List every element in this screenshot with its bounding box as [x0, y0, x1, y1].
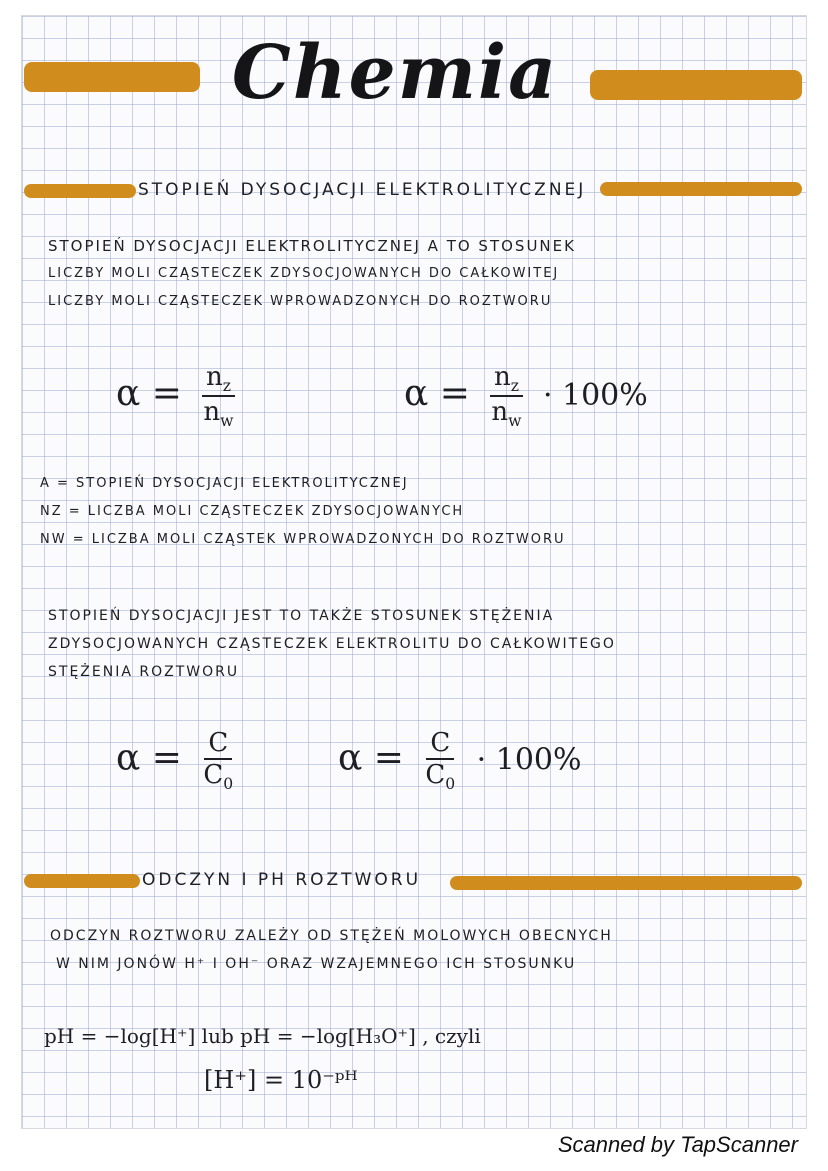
formula-concentration-percent-den-sub: 0: [445, 775, 456, 794]
formula-concentration-percent-lhs: α =: [338, 737, 404, 779]
formula-concentration-den: C: [203, 760, 224, 790]
formula-concentration-lhs: α =: [116, 737, 182, 779]
section2-highlight-left: [24, 874, 140, 888]
section2-heading: ODCZYN I PH ROZTWORU: [142, 870, 422, 890]
ph-formula-line-2: [H⁺] = 10⁻ᵖᴴ: [204, 1066, 358, 1094]
formula-alpha-percent-num: n: [493, 362, 511, 392]
section2-highlight-right: [450, 876, 802, 890]
formula-concentration-percent-den: C: [425, 760, 446, 790]
title-highlight-left: [24, 62, 200, 92]
formula-alpha-num-sub: z: [222, 377, 231, 396]
section1-heading: STOPIEŃ DYSOCJACJI ELEKTROLITYCZNEJ: [138, 180, 587, 200]
formula-alpha-percent-num-sub: z: [510, 377, 519, 396]
formula-alpha-num: n: [205, 362, 223, 392]
formula-concentration-percent-suffix: · 100%: [476, 742, 582, 778]
formula-alpha-lhs: α =: [116, 373, 182, 415]
section1-highlight-right: [600, 182, 802, 196]
formula-alpha-den-sub: w: [220, 412, 234, 431]
formula-concentration-percent: [338, 728, 582, 793]
scanner-watermark: Scanned by TapScanner: [557, 1132, 798, 1157]
section1-paragraph-line-3: LICZBY MOLI CZĄSTECZEK WPROWADZONYCH DO ROZTWORU: [48, 294, 553, 309]
section1-paragraph-line-1: STOPIEŃ DYSOCJACJI ELEKTROLITYCZNEJ Α TO STOSUNEK: [48, 237, 576, 255]
legend-line-nz: NZ = LICZBA MOLI CZĄSTECZEK ZDYSOCJOWANYCH: [40, 504, 465, 519]
section1-paragraph2-line-1: STOPIEŃ DYSOCJACJI JEST TO TAKŻE STOSUNEK STĘŻENIA: [48, 608, 555, 624]
legend-line-alpha: Α = STOPIEŃ DYSOCJACJI ELEKTROLITYCZNEJ: [40, 476, 409, 491]
formula-concentration-den-sub: 0: [223, 775, 234, 794]
section2-paragraph-line-1: ODCZYN ROZTWORU ZALEŻY OD STĘŻEŃ MOLOWYCH OBECNYCH: [50, 928, 613, 944]
section1-highlight-left: [24, 184, 136, 198]
formula-alpha-percent-den-sub: w: [508, 412, 522, 431]
legend-line-nw: NW = LICZBA MOLI CZĄSTEK WPROWADZONYCH DO ROZTWORU: [40, 532, 566, 547]
formula-alpha-percent-suffix: · 100%: [542, 378, 648, 414]
title-highlight-right: [590, 70, 802, 100]
formula-alpha-den: n: [203, 397, 221, 428]
ph-formula-line-1: pH = −log[H⁺] lub pH = −log[H₃O⁺] , czyli: [44, 1024, 481, 1048]
page-title: Chemia: [231, 30, 559, 116]
section1-paragraph2-line-2: ZDYSOCJOWANYCH CZĄSTECZEK ELEKTROLITU DO CAŁKOWITEGO: [48, 636, 616, 652]
formula-alpha-percent-den: n: [491, 397, 509, 428]
formula-concentration-num: C: [208, 728, 229, 758]
formula-alpha-percent: [404, 362, 648, 430]
formula-alpha: [116, 362, 243, 430]
section1-paragraph-line-2: LICZBY MOLI CZĄSTECZEK ZDYSOCJOWANYCH DO CAŁKOWITEJ: [48, 266, 560, 281]
formula-concentration-percent-num: C: [430, 728, 451, 758]
section1-paragraph2-line-3: STĘŻENIA ROZTWORU: [48, 664, 240, 680]
section2-paragraph-line-2: W NIM JONÓW H⁺ I OH⁻ ORAZ WZAJEMNEGO ICH STOSUNKU: [56, 956, 577, 972]
formula-alpha-percent-lhs: α =: [404, 373, 470, 415]
formula-concentration: [116, 728, 243, 793]
